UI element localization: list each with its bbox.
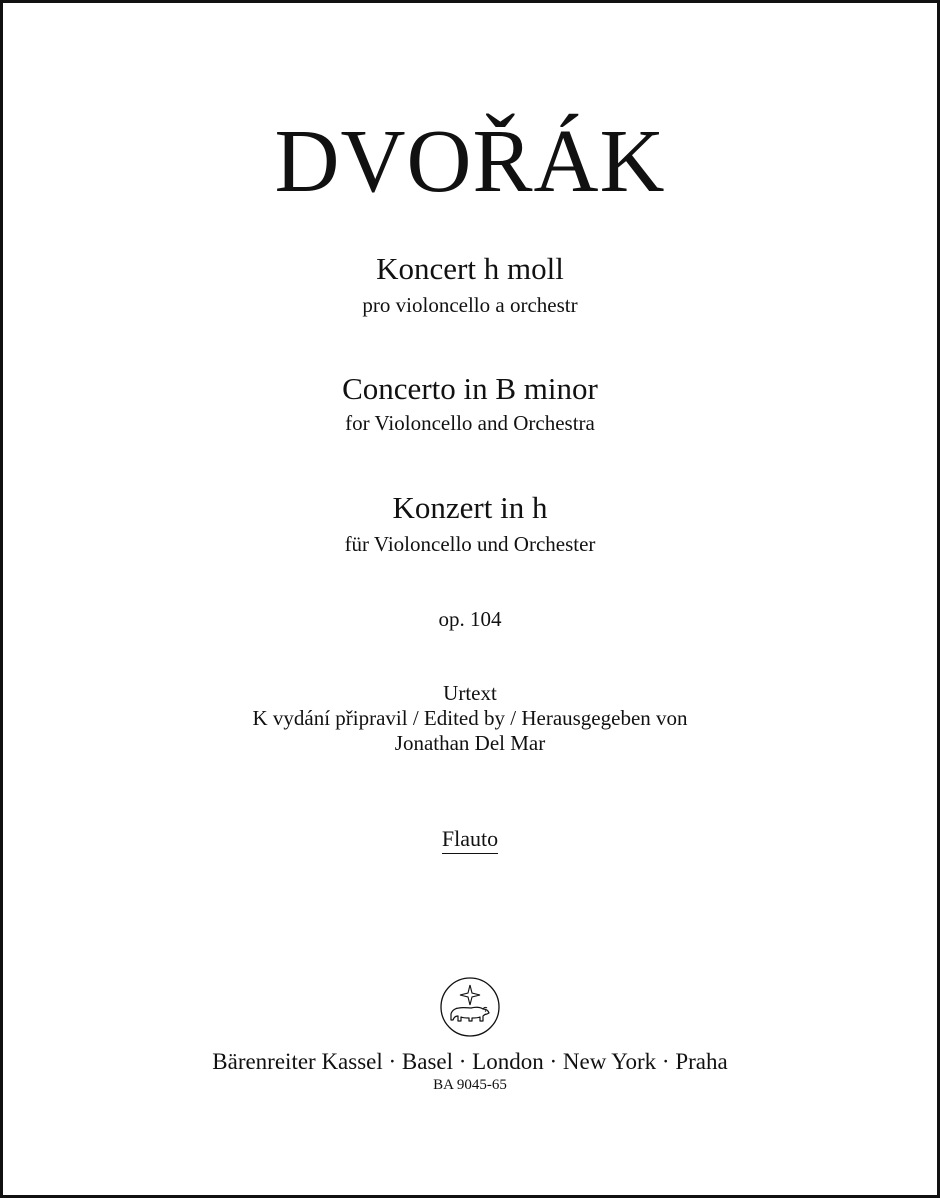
instrument-block bbox=[0, 826, 940, 854]
catalog-number: BA 9045-65 bbox=[433, 1077, 507, 1093]
title-german: Konzert in h bbox=[392, 490, 548, 525]
title-english: Concerto in B minor bbox=[342, 371, 598, 406]
edition-type: Urtext bbox=[443, 681, 497, 705]
instrument-name: Flauto bbox=[442, 826, 498, 854]
composer-name: DVOŘÁK bbox=[274, 112, 666, 211]
subtitle-german: für Violoncello und Orchester bbox=[344, 532, 596, 556]
publisher-line: Bärenreiter Kassel · Basel · London · New York · Praha bbox=[212, 1049, 728, 1074]
subtitle-english: for Violoncello and Orchestra bbox=[345, 411, 595, 435]
editor-name: Jonathan Del Mar bbox=[394, 731, 546, 755]
edited-by-label: K vydání připravil / Edited by / Herausgegeben von bbox=[252, 706, 688, 730]
baerenreiter-bear-star-logo-icon bbox=[439, 976, 501, 1038]
opus-number: op. 104 bbox=[438, 607, 502, 631]
subtitle-czech: pro violoncello a orchestr bbox=[362, 293, 578, 317]
title-czech: Koncert h moll bbox=[376, 251, 564, 286]
